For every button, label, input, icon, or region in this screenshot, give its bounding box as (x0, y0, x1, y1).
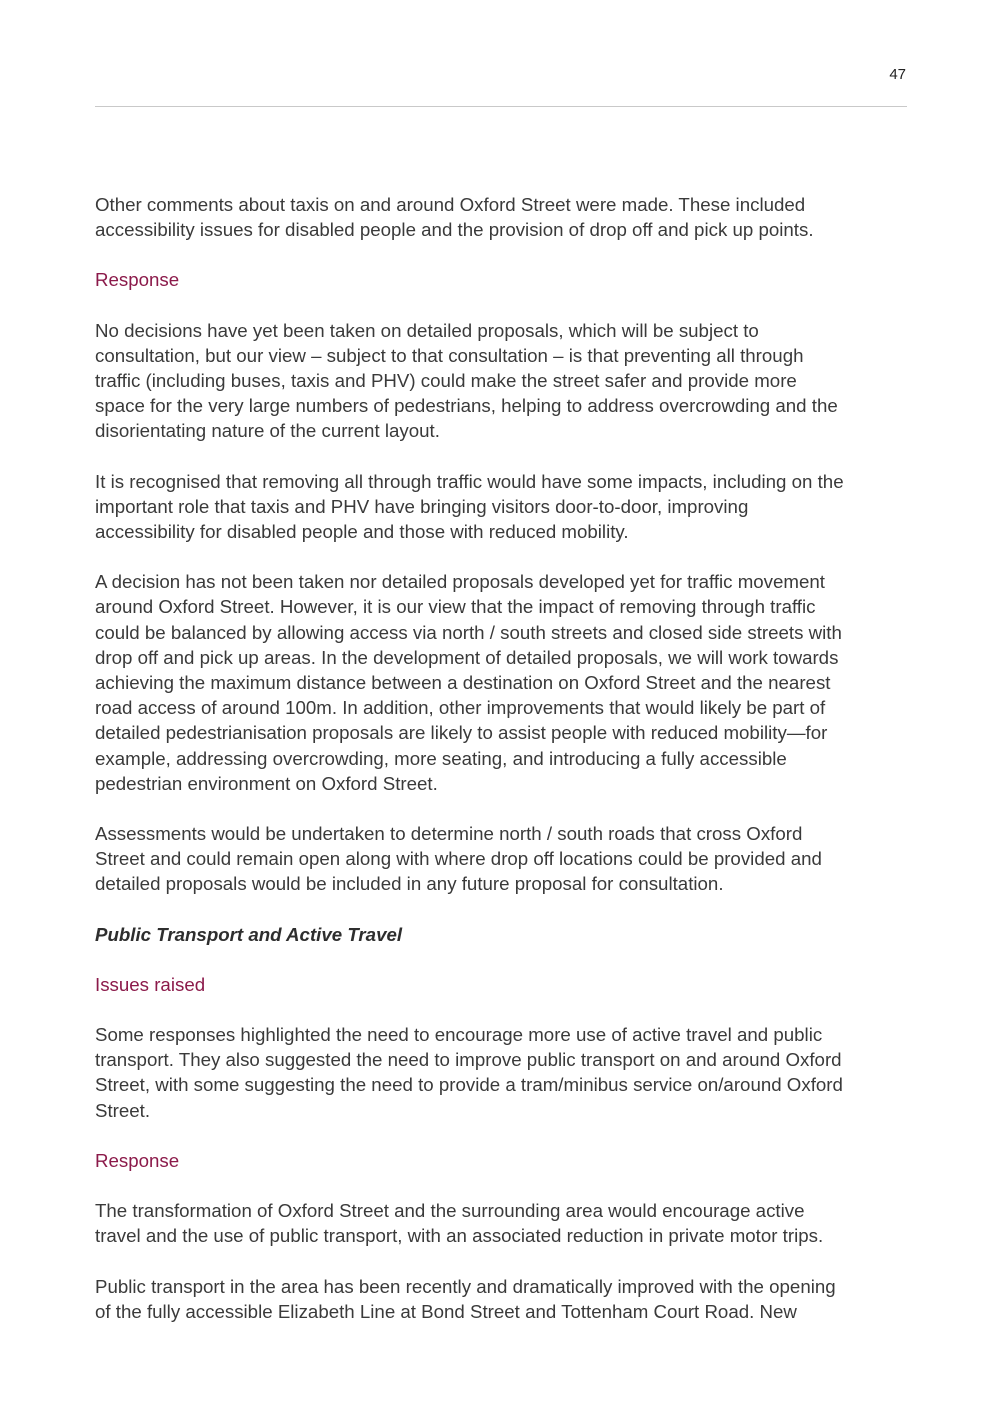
para-taxi-comments: Other comments about taxis on and around Oxford Street were made. These included accessibility issues for disabled people and the provision of drop off and pick up points. (95, 194, 814, 241)
subhead-issues-raised: Issues raised (95, 973, 206, 995)
section-title-public-transport: Public Transport and Active Travel (95, 923, 403, 945)
subhead-response-1: Response (95, 269, 180, 291)
para-no-decisions: No decisions have yet been taken on detailed proposals, which will be subject to consultation, but our view – subject to that consultation – is that preventing all through traffic (including buses, taxis and PHV) could make the street safer and provide more space for the very large numbers of pedestrians, helping to address overcrowding and the disorientating nature of the current layout. (95, 319, 838, 442)
subhead-response-2: Response (95, 1149, 180, 1171)
para-assessments: Assessments would be undertaken to determine north / south roads that cross Oxford Street and could remain open along with where drop off locations could be provided and detailed proposals would be included in any future proposal for consultation. (95, 823, 822, 895)
para-recognised-impacts: It is recognised that removing all through traffic would have some impacts, including on the important role that taxis and PHV have bringing visitors door-to-door, improving accessibility for disabled people and those with reduced mobility. (95, 470, 844, 543)
para-some-responses: Some responses highlighted the need to encourage more use of active travel and public transport. They also suggested the need to improve public transport on and around Oxford Street, with some suggesting the need to provide a tram/minibus service on/around Oxford Street. (95, 1024, 843, 1121)
para-transformation: The transformation of Oxford Street and the surrounding area would encourage active travel and the use of public transport, with an associated reduction in private motor trips. (95, 1200, 824, 1247)
page-number: 47 (889, 66, 906, 83)
para-public-transport-improved: Public transport in the area has been recently and dramatically improved with the opening of the fully accessible Elizabeth Line at Bond Street and Tottenham Court Road. New (95, 1275, 836, 1322)
para-decision-not-taken: A decision has not been taken nor detailed proposals developed yet for traffic movement around Oxford Street. However, it is our view that the impact of removing through traffic could be balanced by allowing access via north / south streets and closed side streets with drop off and pick up areas. In the development of detailed proposals, we will work towards achieving the maximum distance between a destination on Oxford Street and the nearest road access of around 100m. In addition, other improvements that would likely be part of detailed pedestrianisation proposals are likely to assist people with reduced mobility—for example, addressing overcrowding, more seating, and introducing a fully accessible pedestrian environment on Oxford Street. (95, 571, 842, 794)
header-divider (95, 106, 907, 107)
document-body (95, 192, 910, 1349)
